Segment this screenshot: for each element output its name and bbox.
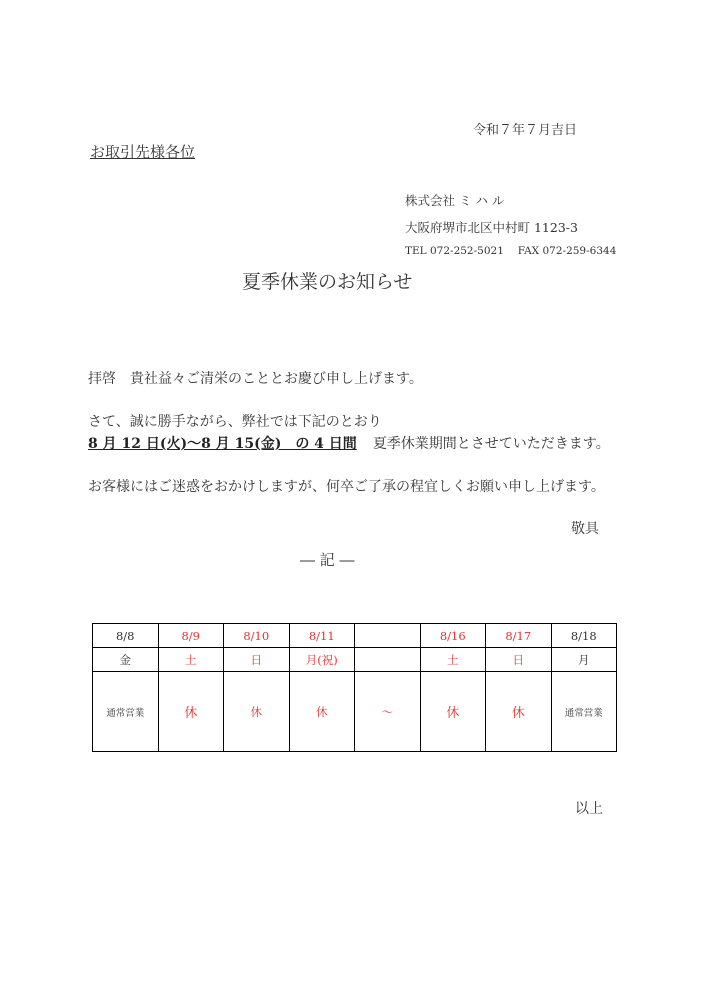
calendar-cell-weekday: 土	[420, 648, 486, 672]
holiday-period-line	[88, 433, 610, 453]
calendar-cell-weekday: 月(祝)	[289, 648, 355, 672]
closing-keigu: 敬具	[571, 521, 599, 537]
calendar-cell-date: 8/11	[289, 624, 355, 648]
calendar-weekday-row	[93, 648, 617, 672]
calendar-status-row	[93, 672, 617, 752]
calendar-cell-weekday: 土	[158, 648, 224, 672]
greeting-text: 拝啓 貴社益々ご清栄のこととお慶び申し上げます。	[88, 371, 423, 387]
holiday-calendar-table	[92, 623, 617, 752]
intro-text: さて、誠に勝手ながら、弊社では下記のとおり	[88, 414, 382, 430]
calendar-cell-date: 8/16	[420, 624, 486, 648]
calendar-cell-status: 休	[289, 672, 355, 752]
calendar-cell-date: 8/8	[93, 624, 159, 648]
calendar-cell-status: 休	[158, 672, 224, 752]
sender-address: 大阪府堺市北区中村町 1123-3	[405, 220, 578, 235]
sender-company: 株式会社 ミ ハ ル	[405, 193, 505, 208]
calendar-cell-status: 通常営業	[93, 672, 159, 752]
holiday-period-suffix: 夏季休業期間とさせていただきます。	[372, 436, 610, 452]
calendar-cell-date	[355, 624, 421, 648]
calendar-cell-weekday: 日	[486, 648, 552, 672]
letter-date: 令和７年７月吉日	[473, 123, 578, 138]
calendar-cell-weekday: 日	[224, 648, 290, 672]
calendar-cell-status: ～	[355, 672, 421, 752]
calendar-cell-weekday: 月	[551, 648, 617, 672]
calendar-date-row	[93, 624, 617, 648]
calendar-cell-weekday: 金	[93, 648, 159, 672]
sender-contact: TEL 072-252-5021 FAX 072-259-6344	[405, 245, 617, 257]
calendar-cell-date: 8/18	[551, 624, 617, 648]
calendar-cell-status: 休	[224, 672, 290, 752]
calendar-cell-date: 8/17	[486, 624, 552, 648]
page-title: 夏季休業のお知らせ	[242, 271, 413, 293]
ki-heading: ― 記 ―	[300, 551, 355, 569]
calendar-cell-status: 通常営業	[551, 672, 617, 752]
calendar-cell-weekday	[355, 648, 421, 672]
calendar-cell-status: 休	[486, 672, 552, 752]
holiday-period-dates: 8 月 12 日(火)～8 月 15(金) の 4 日間	[88, 436, 357, 452]
recipient: お取引先様各位	[90, 143, 196, 161]
request-text: お客様にはご迷惑をおかけしますが、何卒ご了承の程宜しくお願い申し上げます。	[88, 479, 605, 495]
calendar-cell-date: 8/10	[224, 624, 290, 648]
calendar-cell-date: 8/9	[158, 624, 224, 648]
closing-ijo: 以上	[575, 801, 603, 817]
calendar-cell-status: 休	[420, 672, 486, 752]
